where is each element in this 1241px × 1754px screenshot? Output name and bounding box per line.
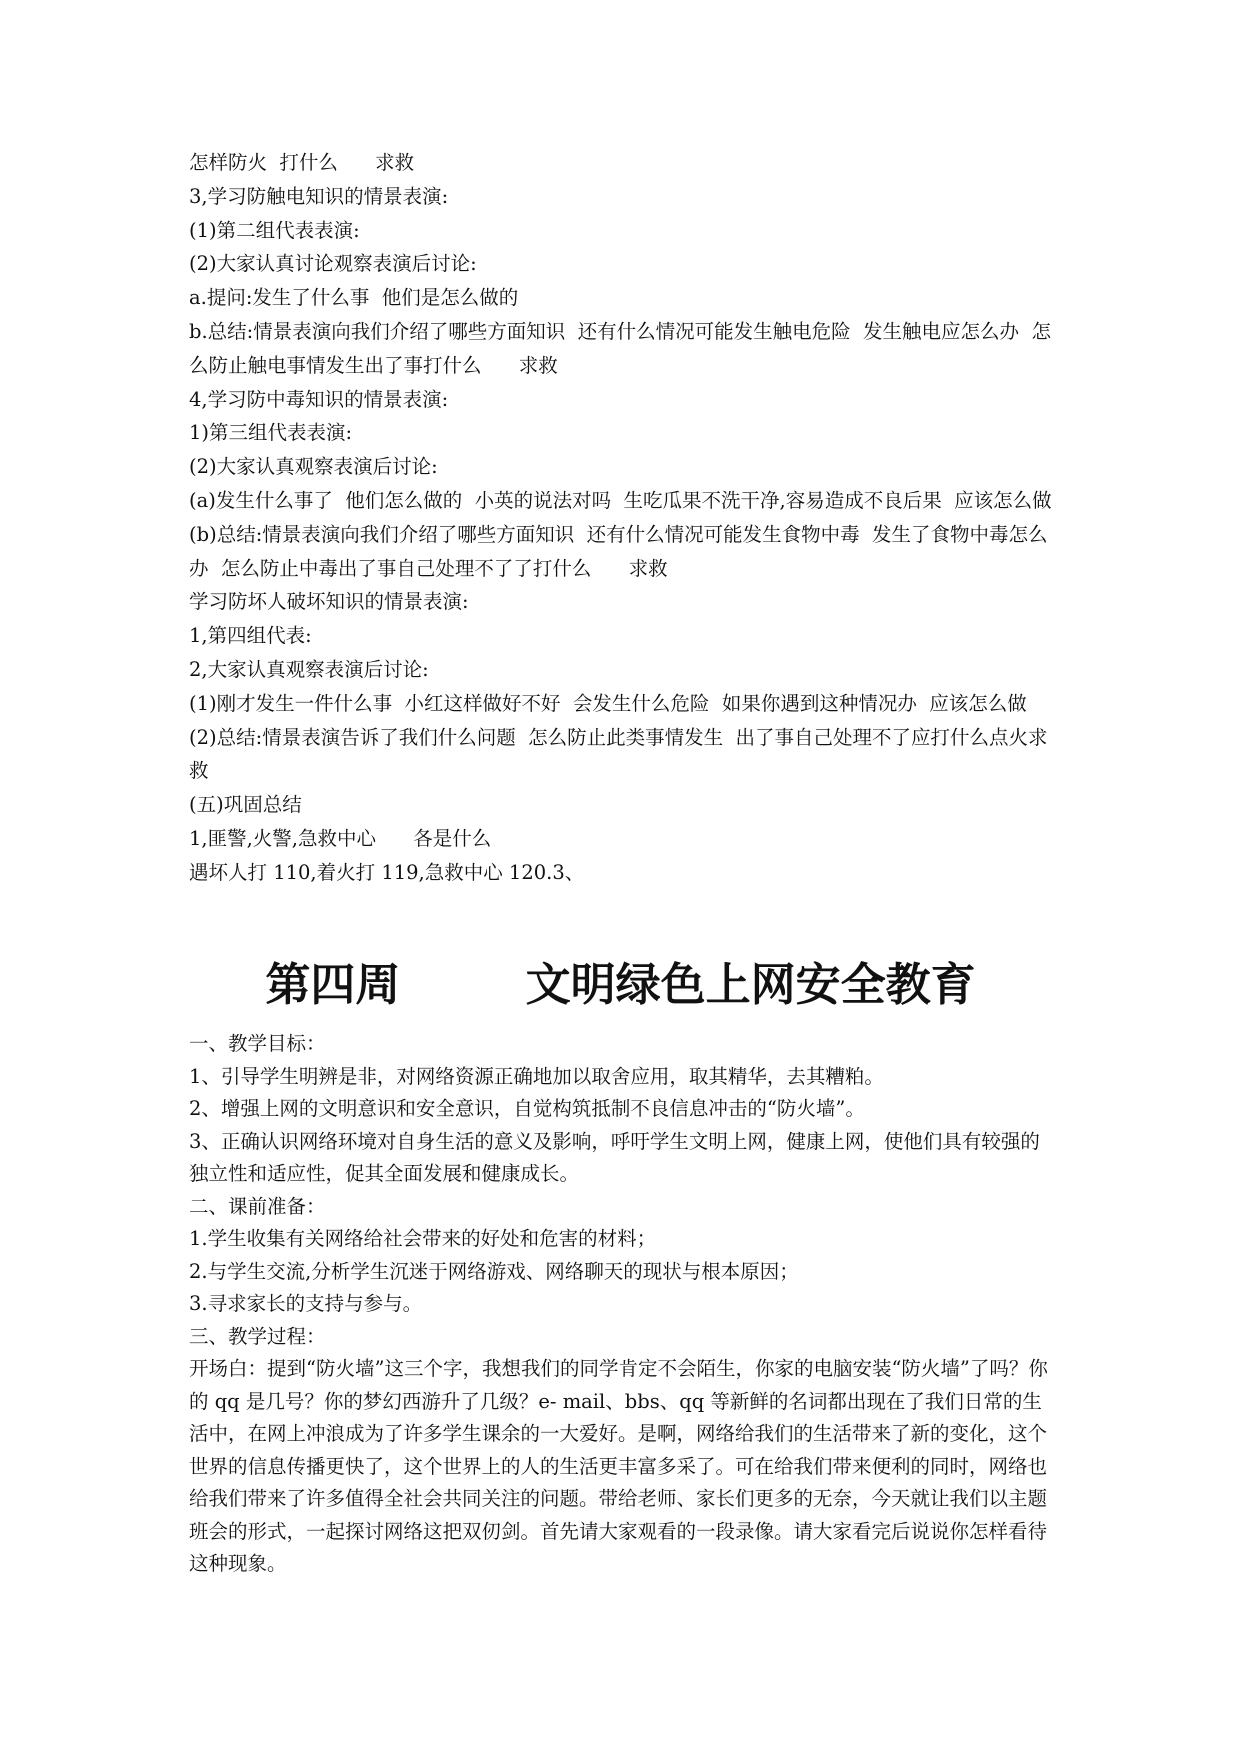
- text-line: 3.寻求家长的支持与参与。: [189, 1292, 423, 1315]
- text-line: b.总结:情景表演向我们介绍了哪些方面知识 还有什么情况可能发生触电危险 发生触电应怎么办 怎么防止触电事情发生出了事打什么 求救: [189, 319, 1051, 377]
- text-line: a.提问:发生了什么事 他们是怎么做的: [189, 286, 519, 310]
- text-line: 4,学习防中毒知识的情景表演:: [189, 387, 449, 411]
- text-line: 1.学生收集有关网络给社会带来的好处和危害的材料；: [189, 1227, 657, 1250]
- text-line: 遇坏人打 110,着火打 119,急救中心 120.3、: [189, 860, 585, 884]
- text-line: 1、引导学生明辨是非，对网络资源正确地加以取舍应用，取其精华，去其糟粕。: [189, 1064, 884, 1088]
- text-line: (b)总结:情景表演向我们介绍了哪些方面知识 还有什么情况可能发生食物中毒 发生了食物中毒怎么办 怎么防止中毒出了事自己处理不了了打什么 求救: [189, 522, 1048, 580]
- text-line: (2)大家认真观察表演后讨论:: [189, 455, 438, 479]
- text-line: 学习防坏人破坏知识的情景表演:: [189, 590, 469, 614]
- lesson-text-upper: [189, 146, 1059, 890]
- text-line: 1,匪警,火警,急救中心 各是什么: [189, 826, 492, 850]
- text-line: 三、教学过程：: [189, 1324, 326, 1348]
- text-line: (2)总结:情景表演告诉了我们什么问题 怎么防止此类事情发生 出了事自己处理不了应打什么点火求救: [189, 725, 1048, 783]
- text-line: 2、增强上网的文明意识和安全意识，自觉构筑抵制不良信息冲击的“防火墙”。: [189, 1097, 865, 1120]
- text-line: (a)发生什么事了 他们怎么做的 小英的说法对吗 生吃瓜果不洗干净,容易造成不良后果 应该怎么做: [189, 488, 1052, 512]
- text-line: 2,大家认真观察表演后讨论:: [189, 657, 429, 681]
- text-line: 3、正确认识网络环境对自身生活的意义及影响，呼吁学生文明上网，健康上网，使他们具有较强的独立性和适应性，促其全面发展和健康成长。: [189, 1129, 1040, 1185]
- text-line: (五)巩固总结: [189, 793, 302, 817]
- text-line: 二、课前准备：: [189, 1194, 326, 1218]
- text-line: 1,第四组代表:: [189, 624, 312, 648]
- text-line: 1)第三组代表表演:: [189, 421, 353, 445]
- text-line: 开场白：提到“防火墙”这三个字，我想我们的同学肯定不会陌生，你家的电脑安装“防火墙”了吗？你的 qq 是几号？你的梦幻西游升了几级？e- mail、bbs、qq 等新鲜的名词都出现在了我们日常的生活中，在网上冲浪成为了许多学生课余的一大爱好。是啊，网络给我们的生活带来了新的变化，这个世界的信息传播更快了，这个世界上的人的生活更丰富多采了。可在给我们带来便利的同时，网络也给我们带来了许多值得全社会共同关注的问题。带给老师、家长们更多的无奈，今天就让我们以主题班会的形式，一起探讨网络这把双仞剑。首先请大家观看的一段录像。请大家看完后说说你怎样看待这种现象。: [189, 1357, 1048, 1575]
- text-line: 怎样防火 打什么 求救: [189, 151, 415, 174]
- lesson-text-lower: [189, 1028, 1059, 1581]
- text-line: 2.与学生交流,分析学生沉迷于网络游戏、网络聊天的现状与根本原因；: [189, 1259, 799, 1283]
- text-line: (2)大家认真讨论观察表演后讨论:: [189, 252, 477, 276]
- text-line: 一、教学目标：: [189, 1032, 326, 1055]
- text-line: (1)第二组代表表演:: [189, 218, 360, 242]
- text-line: (1)刚才发生一件什么事 小红这样做好不好 会发生什么危险 如果你遇到这种情况办 应该怎么做: [189, 691, 1027, 715]
- text-line: 3,学习防触电知识的情景表演:: [189, 184, 449, 208]
- section-heading: 第四周 文明绿色上网安全教育: [265, 958, 976, 1011]
